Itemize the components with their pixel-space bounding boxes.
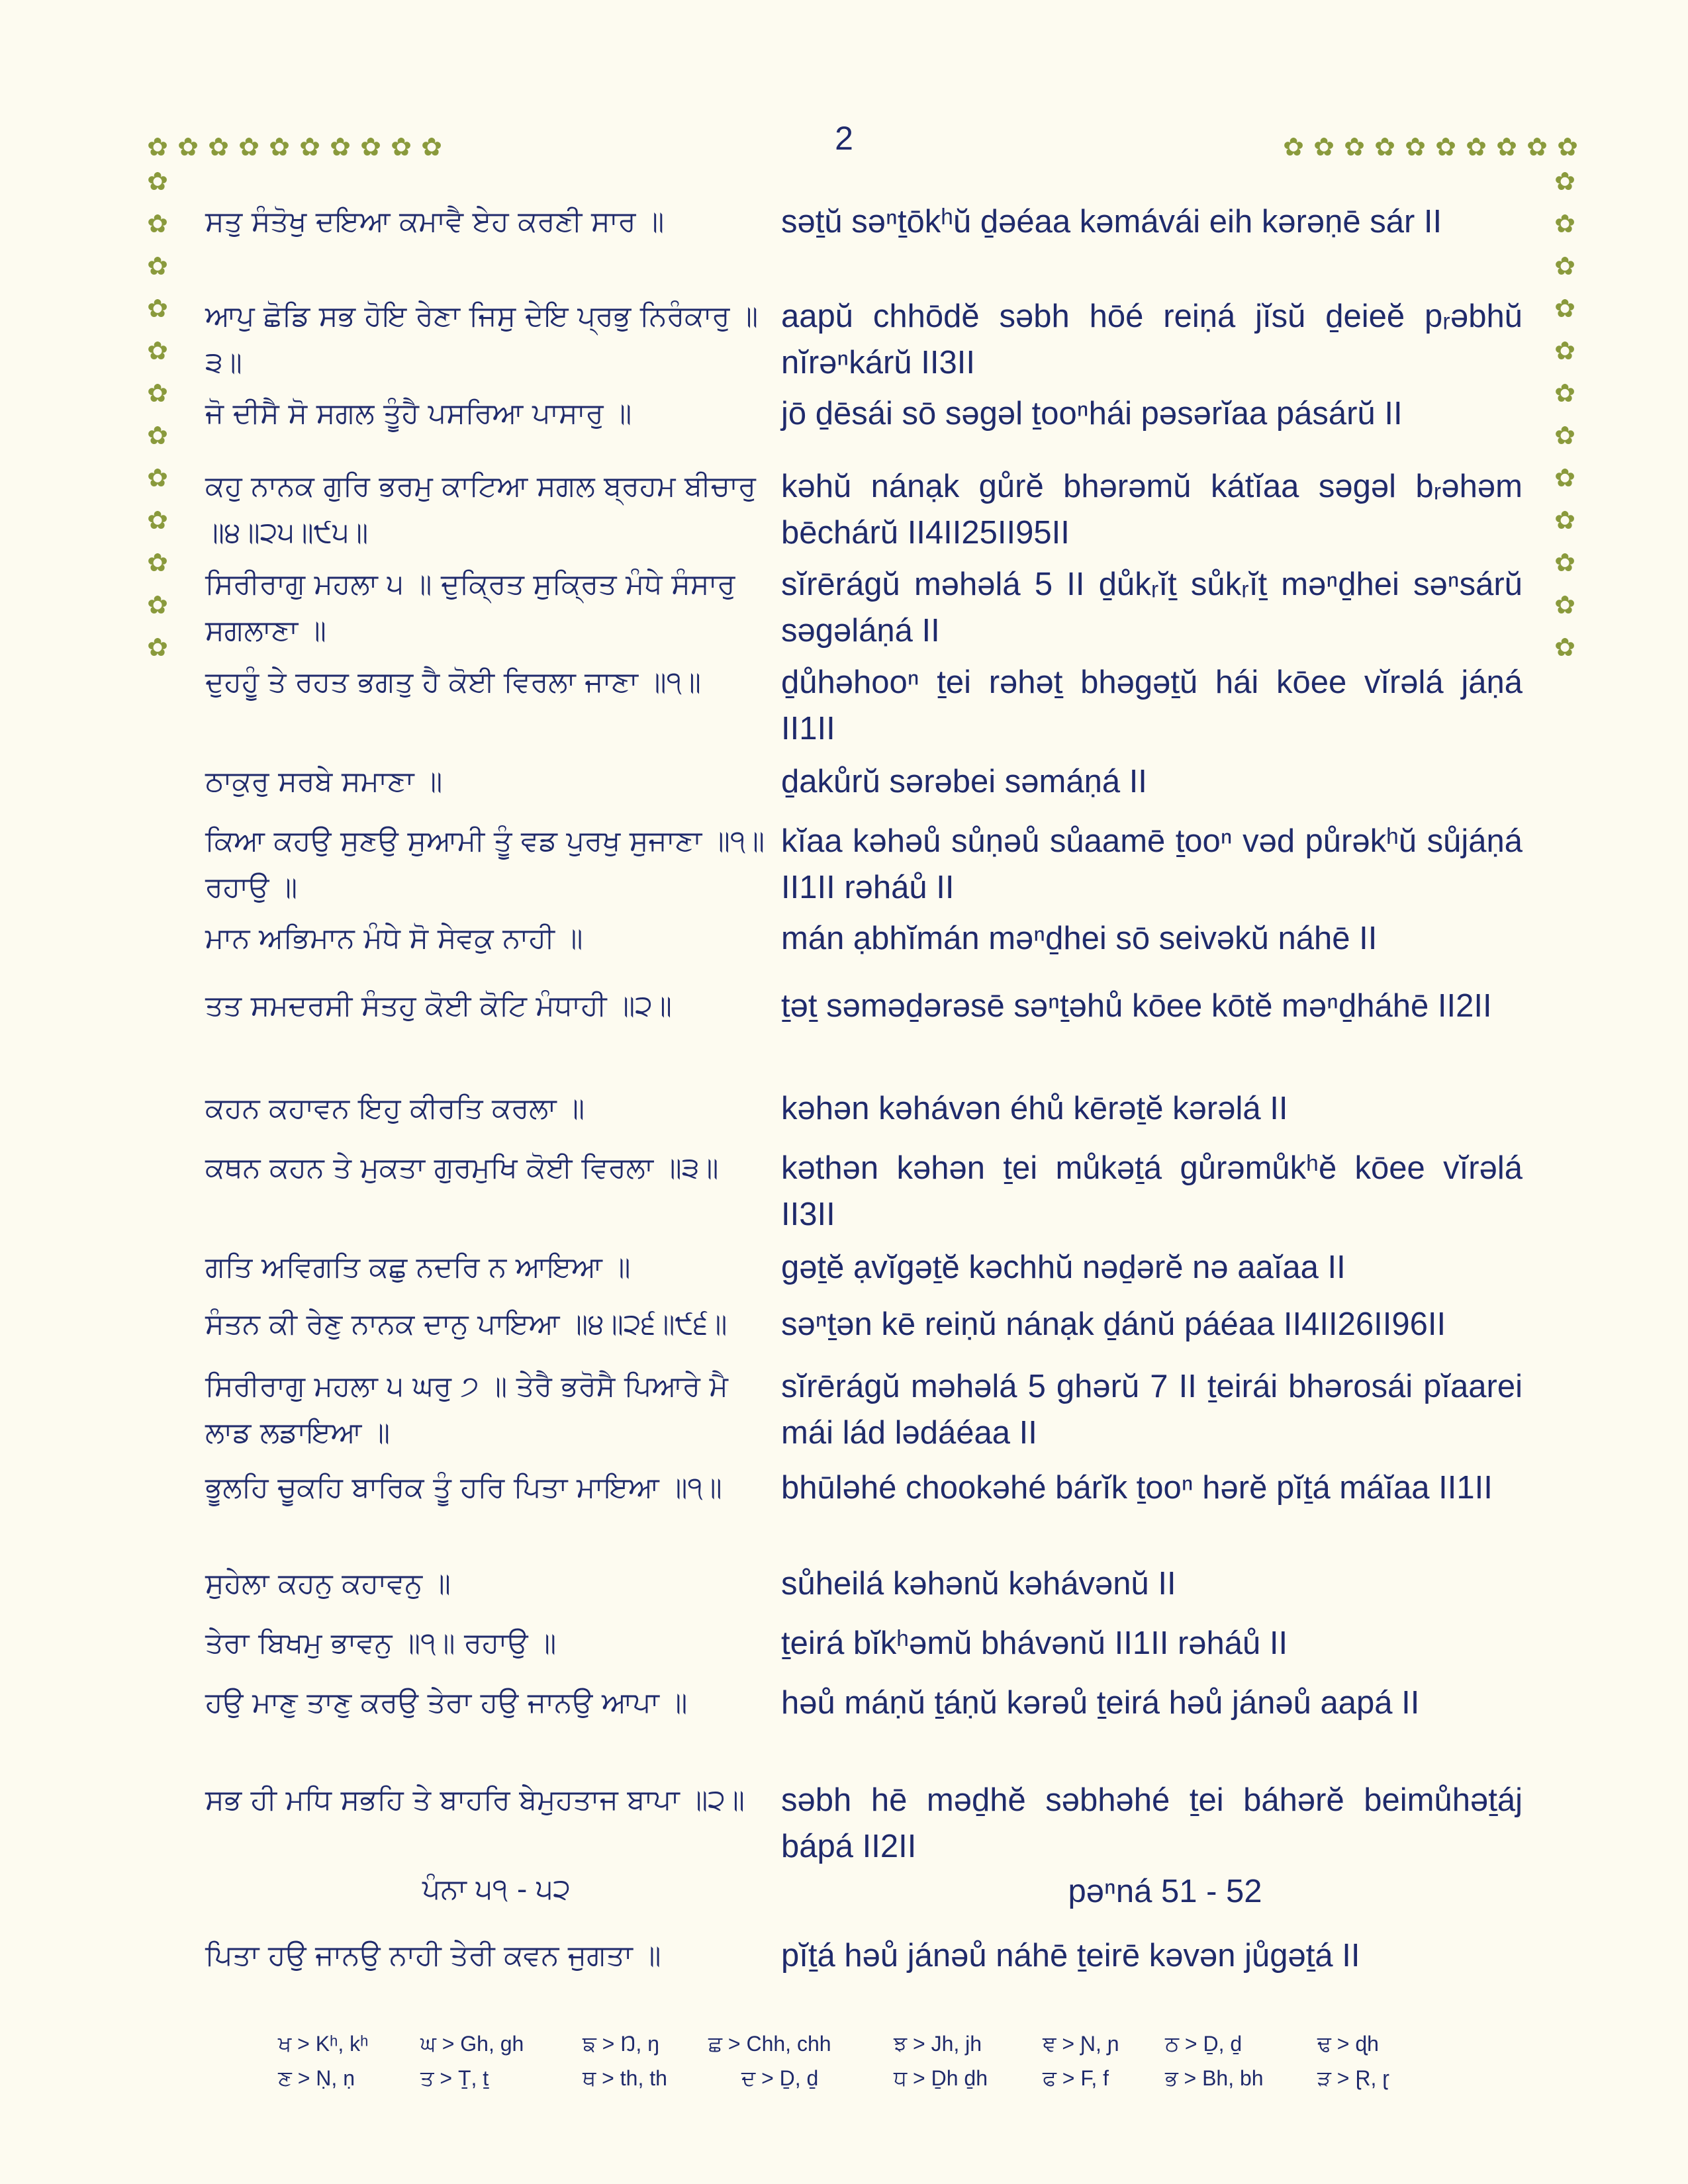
flower-icon: ✿ xyxy=(360,132,381,161)
flower-icon: ✿ xyxy=(1554,590,1575,619)
legend-row xyxy=(278,2066,1470,2099)
legend-item: ਠ > Ḏ, ḏ xyxy=(1165,2032,1243,2056)
flower-icon: ✿ xyxy=(1557,132,1578,161)
verse-transliteration: gəṯĕ ạvĭgəṯĕ kəchhŭ nəḏərĕ nə aaĭaa II xyxy=(781,1250,1346,1285)
flower-icon: ✿ xyxy=(1554,209,1575,238)
flower-icon: ✿ xyxy=(147,633,168,662)
flower-icon: ✿ xyxy=(147,251,168,281)
flower-icon: ✿ xyxy=(1405,132,1426,161)
legend-item: ਢ > ɖh xyxy=(1317,2032,1379,2056)
flower-icon: ✿ xyxy=(147,167,168,196)
border-top-left xyxy=(143,132,447,161)
legend-item: ਦ > Ḏ, ḏ xyxy=(741,2066,819,2090)
verse-transliteration: səbh hē məḏhĕ səbhəhé ṯei báhərĕ beimůhəṯáj bápá II2II xyxy=(781,1782,1523,1864)
flower-icon: ✿ xyxy=(147,209,168,238)
flower-icon: ✿ xyxy=(299,132,320,161)
legend-item: ਙ > Ŋ, ŋ xyxy=(583,2032,659,2056)
border-right xyxy=(1550,167,1579,675)
flower-icon: ✿ xyxy=(147,379,168,408)
verse-gurmukhi: ਸਿਰੀਰਾਗੁ ਮਹਲਾ ੫ ॥ ਦੁਕ੍ਰਿਤ ਸੁਕ੍ਰਿਤ ਮੰਧੇ ਸੰਸਾਰੁ ਸਗਲਾਣਾ ॥ xyxy=(205,568,735,647)
flower-icon: ✿ xyxy=(147,336,168,365)
legend-item: ਭ > Bh, bh xyxy=(1165,2066,1264,2090)
flower-icon: ✿ xyxy=(1554,336,1575,365)
verse-transliteration: səṯŭ səⁿṯōkʰŭ ḏəéaa kəmávái eih kərəṇē sár II xyxy=(781,204,1442,240)
flower-icon: ✿ xyxy=(1554,506,1575,535)
verse-gurmukhi: ਜੋ ਦੀਸੈ ਸੋ ਸਗਲ ਤੂੰਹੈ ਪਸਰਿਆ ਪਾਸਾਰੁ ॥ xyxy=(205,397,632,430)
verse-gurmukhi: ਕਹਨ ਕਹਾਵਨ ਇਹੁ ਕੀਰਤਿ ਕਰਲਾ ॥ xyxy=(205,1092,585,1125)
flower-icon: ✿ xyxy=(147,590,168,619)
verse-transliteration: səⁿṯən kē reiṇŭ nánạk ḏánŭ páéaa II4II26II96II xyxy=(781,1306,1446,1342)
legend-item: ਝ > Jh, jh xyxy=(894,2032,982,2056)
verse-transliteration: bhūləhé chookəhé bárĭk ṯooⁿ hərĕ pĭṯá máĭaa II1II xyxy=(781,1470,1493,1506)
border-top-right xyxy=(1279,132,1583,161)
ang-gurmukhi: ਪੰਨਾ ੫੧ - ੫੨ xyxy=(422,1873,571,1906)
verse-gurmukhi: ਕਹੁ ਨਾਨਕ ਗੁਰਿ ਭਰਮੁ ਕਾਟਿਆ ਸਗਲ ਬ੍ਰਹਮ ਬੀਚਾਰੁ ॥੪॥੨੫॥੯੫॥ xyxy=(205,470,756,549)
verse-gurmukhi: ਮਾਨ ਅਭਿਮਾਨ ਮੰਧੇ ਸੋ ਸੇਵਕੁ ਨਾਹੀ ॥ xyxy=(205,922,583,955)
flower-icon: ✿ xyxy=(208,132,229,161)
flower-icon: ✿ xyxy=(1344,132,1365,161)
flower-icon: ✿ xyxy=(330,132,351,161)
flower-icon: ✿ xyxy=(147,506,168,535)
legend-item: ਥ > th, th xyxy=(583,2066,667,2090)
page-number: 2 xyxy=(835,120,853,157)
flower-icon: ✿ xyxy=(147,421,168,450)
flower-icon: ✿ xyxy=(1496,132,1517,161)
legend-item: ਣ > Ṇ, ṇ xyxy=(278,2066,355,2090)
verse-transliteration: sĭrērágŭ məhəlá 5 II ḏůkᵣĭṯ sůkᵣĭṯ məⁿḏhei səⁿsárŭ səgəláṇá II xyxy=(781,567,1523,649)
flower-icon: ✿ xyxy=(421,132,442,161)
flower-icon: ✿ xyxy=(391,132,412,161)
verse-transliteration: ṯeirá bĭkʰəmŭ bhávənŭ II1II rəháů II xyxy=(781,1625,1288,1661)
verse-transliteration: kəthən kəhən ṯei můkəṯá gůrəmůkʰĕ kōee vĭrəlá II3II xyxy=(781,1150,1523,1232)
verse-gurmukhi: ਕਿਆ ਕਹਉ ਸੁਣਉ ਸੁਆਮੀ ਤੂੰ ਵਡ ਪੁਰਖੁ ਸੁਜਾਣਾ ॥੧॥ ਰਹਾਉ ॥ xyxy=(205,825,765,904)
verse-gurmukhi: ਗਤਿ ਅਵਿਗਤਿ ਕਛੁ ਨਦਰਿ ਨ ਆਇਆ ॥ xyxy=(205,1251,631,1284)
legend-item: ਛ > Chh, chh xyxy=(708,2032,831,2056)
flower-icon: ✿ xyxy=(1554,294,1575,323)
verse-gurmukhi: ਤੇਰਾ ਬਿਖਮੁ ਭਾਵਨੁ ॥੧॥ ਰਹਾਉ ॥ xyxy=(205,1627,557,1660)
verse-gurmukhi: ਹਉ ਮਾਣੁ ਤਾਣੁ ਕਰਉ ਤੇਰਾ ਹਉ ਜਾਨਉ ਆਪਾ ॥ xyxy=(205,1686,688,1719)
flower-icon: ✿ xyxy=(1435,132,1456,161)
legend-item: ਧ > Ḏh ḏh xyxy=(894,2066,988,2090)
flower-icon: ✿ xyxy=(1526,132,1548,161)
flower-icon: ✿ xyxy=(1554,167,1575,196)
flower-icon: ✿ xyxy=(1554,251,1575,281)
legend-item: ਞ > Ɲ, ɲ xyxy=(1043,2032,1119,2056)
verse-transliteration: sĭrērágŭ məhəlá 5 ghərŭ 7 II ṯeirái bhərosái pĭaarei mái lád lədáéaa II xyxy=(781,1369,1523,1451)
verse-transliteration: jō ḏēsái sō səgəl ṯooⁿhái pəsərĭaa pásárŭ II xyxy=(781,396,1403,432)
flower-icon: ✿ xyxy=(147,294,168,323)
legend-item: ੜ > Ɽ, ɽ xyxy=(1317,2066,1389,2090)
legend-item: ਘ > Gh, gh xyxy=(420,2032,524,2056)
verse-gurmukhi: ਪਿਤਾ ਹਉ ਜਾਨਉ ਨਾਹੀ ਤੇਰੀ ਕਵਨ ਜੁਗਤਾ ॥ xyxy=(205,1939,661,1972)
verse-gurmukhi: ਸਭ ਹੀ ਮਧਿ ਸਭਹਿ ਤੇ ਬਾਹਰਿ ਬੇਮੁਹਤਾਜ ਬਾਪਾ ॥੨॥ xyxy=(205,1784,745,1817)
verse-gurmukhi: ਭੂਲਹਿ ਚੂਕਹਿ ਬਾਰਿਕ ਤੂੰ ਹਰਿ ਪਿਤਾ ਮਾਇਆ ॥੧॥ xyxy=(205,1471,722,1504)
flower-icon: ✿ xyxy=(1374,132,1395,161)
flower-icon: ✿ xyxy=(177,132,199,161)
verse-transliteration: həů máṇŭ ṯáṇŭ kərəů ṯeirá həů jánəů aapá II xyxy=(781,1685,1420,1721)
verse-transliteration: ḏůhəhooⁿ ṯei rəhəṯ bhəgəṯŭ hái kōee vĭrəlá jáṇá II1II xyxy=(781,664,1523,747)
verse-transliteration: sůheilá kəhənŭ kəhávənŭ II xyxy=(781,1566,1176,1602)
flower-icon: ✿ xyxy=(1466,132,1487,161)
verse-transliteration: ḏakůrŭ sərəbei səmáṇá II xyxy=(781,764,1147,799)
verse-transliteration: mán ạbhĭmán məⁿḏhei sō seivəkŭ náhē II xyxy=(781,921,1378,956)
border-left xyxy=(143,167,172,675)
legend-item: ਤ > Ṯ, ṯ xyxy=(420,2066,489,2090)
flower-icon: ✿ xyxy=(1554,463,1575,492)
verse-gurmukhi: ਦੁਹਹੂੰ ਤੇ ਰਹਤ ਭਗਤੁ ਹੈ ਕੋਈ ਵਿਰਲਾ ਜਾਣਾ ॥੧॥ xyxy=(205,666,701,699)
verse-gurmukhi: ਕਥਨ ਕਹਨ ਤੇ ਮੁਕਤਾ ਗੁਰਮੁਖਿ ਕੋਈ ਵਿਰਲਾ ॥੩॥ xyxy=(205,1152,719,1185)
legend-row xyxy=(278,2032,1470,2065)
verse-transliteration: kĭaa kəhəů sůṇəů sůaamē ṯooⁿ vəd půrəkʰŭ sůjáṇá II1II rəháů II xyxy=(781,823,1523,905)
flower-icon: ✿ xyxy=(1554,421,1575,450)
flower-icon: ✿ xyxy=(1283,132,1304,161)
verse-transliteration: kəhŭ nánạk gůrĕ bhərəmŭ kátĭaa səgəl bᵣəhəm bēchárŭ II4II25II95II xyxy=(781,469,1523,551)
verse-gurmukhi: ਆਪੁ ਛੋਡਿ ਸਭ ਹੋਇ ਰੇਣਾ ਜਿਸੁ ਦੇਇ ਪ੍ਰਭੁ ਨਿਰੰਕਾਰੁ ॥੩॥ xyxy=(205,300,759,379)
verse-gurmukhi: ਸਿਰੀਰਾਗੁ ਮਹਲਾ ੫ ਘਰੁ ੭ ॥ ਤੇਰੈ ਭਰੋਸੈ ਪਿਆਰੇ ਮੈ ਲਾਡ ਲਡਾਇਆ ॥ xyxy=(205,1370,728,1449)
flower-icon: ✿ xyxy=(147,463,168,492)
flower-icon: ✿ xyxy=(147,132,168,161)
verse-gurmukhi: ਸੁਹੇਲਾ ਕਹਨੁ ਕਹਾਵਨੁ ॥ xyxy=(205,1567,451,1600)
legend-item: ਖ > Kʰ, kʰ xyxy=(278,2032,369,2056)
flower-icon: ✿ xyxy=(1554,548,1575,577)
flower-icon: ✿ xyxy=(1554,379,1575,408)
verse-transliteration: pĭṯá həů jánəů náhē ṯeirē kəvən jůgəṯá II xyxy=(781,1938,1360,1974)
verse-transliteration: aapŭ chhōdĕ səbh hōé reiṇá jĭsŭ ḏeieĕ pᵣəbhŭ nĭrəⁿkárŭ II3II xyxy=(781,298,1523,381)
verse-gurmukhi: ਸੰਤਨ ਕੀ ਰੇਣੁ ਨਾਨਕ ਦਾਨੁ ਪਾਇਆ ॥੪॥੨੬॥੯੬॥ xyxy=(205,1308,727,1341)
verse-gurmukhi: ਤਤ ਸਮਦਰਸੀ ਸੰਤਹੁ ਕੋਈ ਕੋਟਿ ਮੰਧਾਹੀ ॥੨॥ xyxy=(205,989,672,1023)
flower-icon: ✿ xyxy=(1554,633,1575,662)
ang-transliteration: pəⁿná 51 - 52 xyxy=(1068,1874,1262,1909)
flower-icon: ✿ xyxy=(269,132,290,161)
flower-icon: ✿ xyxy=(1313,132,1335,161)
verse-gurmukhi: ਸਤੁ ਸੰਤੋਖੁ ਦਇਆ ਕਮਾਵੈ ਏਹ ਕਰਣੀ ਸਾਰ ॥ xyxy=(205,205,665,238)
verse-transliteration: kəhən kəhávən éhů kērəṯĕ kərəlá II xyxy=(781,1091,1288,1126)
legend-item: ਫ > F, f xyxy=(1043,2066,1109,2090)
verse-gurmukhi: ਠਾਕੁਰੁ ਸਰਬੇ ਸਮਾਣਾ ॥ xyxy=(205,765,443,798)
flower-icon: ✿ xyxy=(238,132,259,161)
flower-icon: ✿ xyxy=(147,548,168,577)
verse-transliteration: ṯəṯ səməḏərəsē səⁿṯəhů kōee kōtĕ məⁿḏháhē II2II xyxy=(781,988,1492,1024)
